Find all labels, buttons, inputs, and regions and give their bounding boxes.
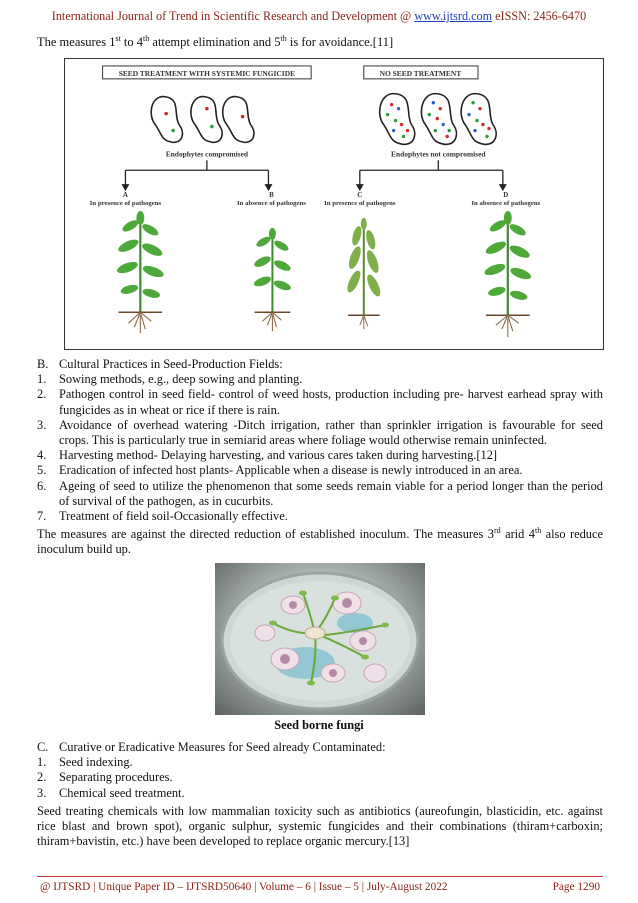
right-title: NO SEED TREATMENT (379, 68, 462, 78)
list-item: 4. Harvesting method- Delaying harvesting, and various cares taken during harvesting.[12] (37, 448, 498, 463)
footer-citation: @ IJTSRD | Unique Paper ID – IJTSRD50640 | Volume – 6 | Issue – 5 | July-August 2022 (40, 881, 448, 893)
seed-chemicals-paragraph: Seed treating chemicals with low mammalian toxicity such as antibiotics (aureofungin, blasticidin, etc. against rice blast and brown spot), organic sulphur, systemic fungicides and their combinations (thiram+carboxin; thiram+bavistin, etc.) have been developed to replace organic mercury.[13] (37, 804, 603, 849)
running-footer (40, 881, 600, 893)
photo-caption: Seed borne fungi (274, 718, 364, 732)
seed-borne-fungi-photo (215, 563, 425, 715)
left-caption: Endophytes compromised (165, 149, 249, 159)
branch-a-letter: A (122, 191, 128, 200)
branch-c-label: In presence of pathogens (324, 199, 396, 207)
list-item: 1. Sowing methods, e.g., deep sowing and planting. (37, 372, 303, 387)
treated-seeds-group (151, 97, 254, 143)
branch-arrowheads (121, 184, 506, 191)
diseased-plant-icon (345, 218, 383, 329)
page-number: Page 1290 (552, 881, 600, 893)
footer-divider (37, 876, 603, 877)
branch-b-letter: B (269, 191, 274, 200)
list-item: 2. Pathogen control in seed field- control of weed hosts, production including pre- harvest earhead spray with fungicides as in wheat or rice if there is rain. (37, 387, 603, 417)
petri-dish-image (215, 563, 425, 715)
branch-a-label: In presence of pathogens (89, 199, 162, 207)
healthy-plant-icon (483, 211, 532, 337)
section-c-heading: C. Curative or Eradicative Measures for Seed already Contaminated: (37, 740, 386, 754)
seed-shape (380, 94, 415, 145)
running-header (0, 9, 638, 24)
list-item: 3. Avoidance of overhead watering -Ditch irrigation, rather than sprinkler irrigation is favourable for seed crops. This is particularly true in semiarid areas where foliage would otherwise remain uninfected. (37, 417, 603, 448)
seed-shape (223, 97, 254, 143)
left-title: SEED TREATMENT WITH SYSTEMIC FUNGICIDE (118, 68, 296, 78)
list-item: 5. Eradication of infected host plants- Applicable when a disease is newly introduced in an area. (37, 463, 523, 478)
list-item: 1. Seed indexing. (37, 755, 133, 770)
list-item: 3. Chemical seed treatment. (37, 785, 185, 800)
healthy-plant-icon (253, 228, 292, 331)
section-c-curative-measures (37, 740, 603, 801)
right-caption: Endophytes not compromised (391, 149, 486, 159)
seed-shape (461, 94, 496, 145)
branch-b-label: In absence of pathogens (237, 199, 306, 207)
list-item: 6. Ageing of seed to utilize the phenomenon that some seeds remain viable for a period longer than the period of survival of the pathogen, as in cucurbits. (37, 478, 603, 508)
branch-d-letter: D (503, 191, 509, 200)
seed-shape (191, 97, 222, 143)
section-b-cultural-practices (37, 357, 603, 524)
inoculum-paragraph: The measures are against the directed reduction of established inoculum. The measures 3rd arid 4th also reduce inoculum build up. (37, 525, 604, 557)
list-item: 7. Treatment of field soil-Occasionally effective. (37, 509, 288, 524)
branch-c-letter: C (357, 191, 363, 200)
section-b-heading: B. Cultural Practices in Seed-Production Fields: (37, 357, 283, 371)
seed-treatment-diagram (65, 59, 603, 349)
branch-lines (125, 160, 502, 186)
journal-name: International Journal of Trend in Scientific Research and Development @ (51, 9, 415, 23)
issn: eISSN: 2456-6470 (492, 9, 587, 23)
intro-sentence: The measures 1st to 4th attempt elimination and 5th is for avoidance.[11] (37, 33, 394, 49)
list-item: 2. Separating procedures. (37, 770, 173, 785)
journal-website-link[interactable]: www.ijtsrd.com (414, 9, 493, 23)
branch-d-label: In absence of pathogens (471, 199, 541, 207)
seed-shape (151, 97, 182, 143)
healthy-plant-icon (116, 211, 165, 333)
seed-treatment-figure (64, 58, 604, 350)
